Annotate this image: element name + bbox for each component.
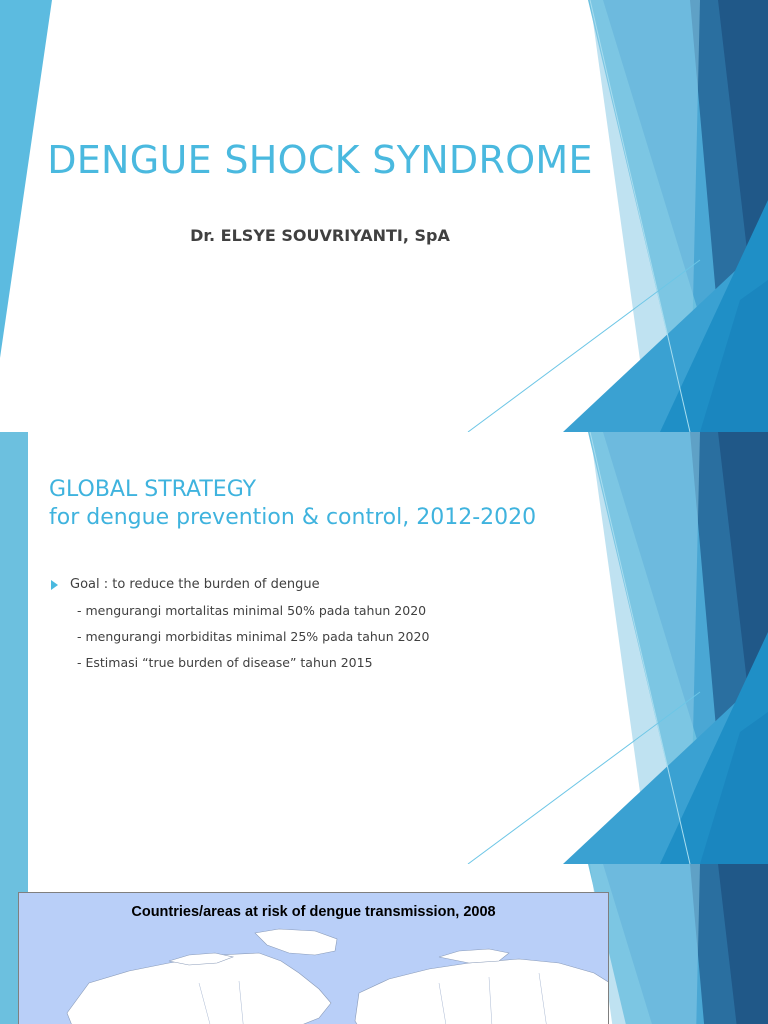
slide-heading [49, 476, 536, 532]
facet-decoration [0, 0, 768, 432]
bullet-text: Goal : to reduce the burden of dengue [70, 577, 320, 592]
map-title: Countries/areas at risk of dengue transmission, 2008 [131, 904, 496, 920]
strategy-slide [0, 432, 768, 864]
slide-title: DENGUE SHOCK SYNDROME [47, 138, 593, 182]
sub-item: - Estimasi “true burden of disease” tahun 2015 [77, 655, 373, 670]
title-slide [0, 0, 768, 432]
sub-item: - mengurangi morbiditas minimal 25% pada tahun 2020 [77, 629, 430, 644]
map-slide [0, 864, 768, 1024]
slide-subtitle: Dr. ELSYE SOUVRIYANTI, SpA [190, 226, 450, 245]
bullet-list [49, 576, 429, 680]
heading-line-1: GLOBAL STRATEGY [49, 477, 257, 502]
bullet-item [49, 576, 429, 672]
sub-list [70, 602, 429, 672]
heading-line-2: for dengue prevention & control, 2012-2020 [49, 505, 537, 530]
dengue-risk-map [18, 892, 609, 1024]
sub-item: - mengurangi mortalitas minimal 50% pada tahun 2020 [77, 603, 427, 618]
triangle-bullet-icon [51, 580, 58, 590]
